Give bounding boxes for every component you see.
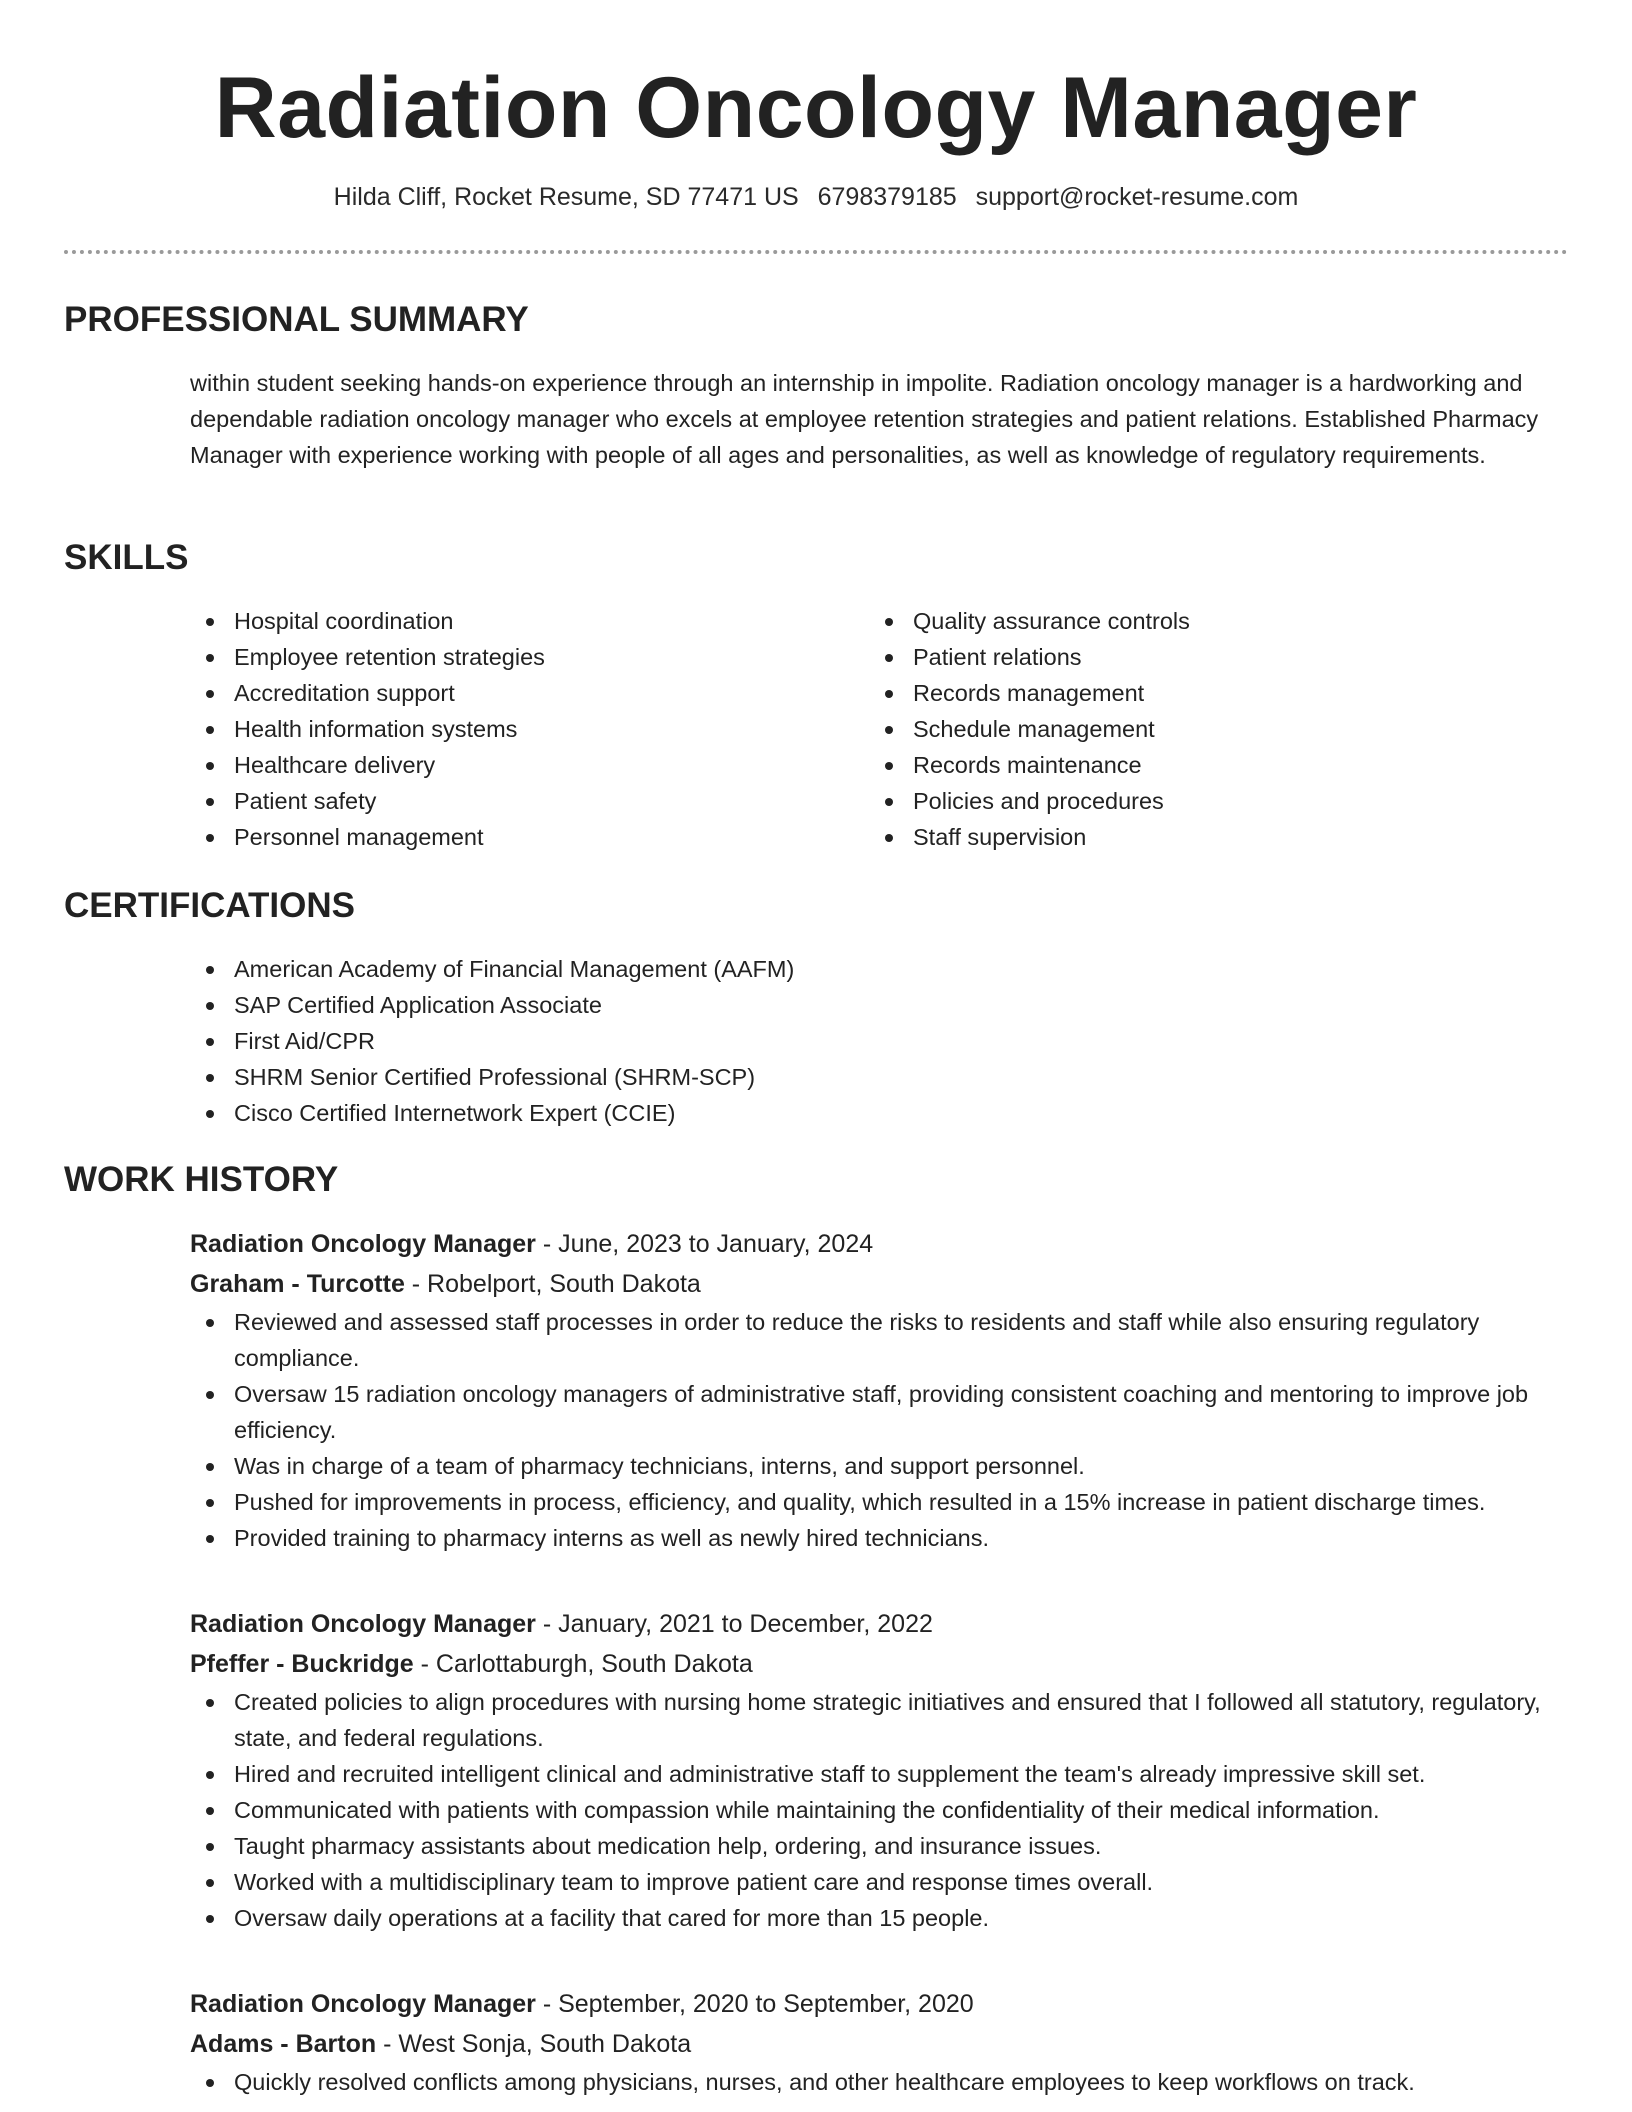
job-bullet-list	[190, 1684, 1580, 1936]
job-bullet-item: Hired and recruited intelligent clinical and administrative staff to supplement the team's already impressive skill set.	[190, 1756, 1580, 1792]
job-bullet-item: Communicated with patients with compassion while maintaining the confidentiality of their medical information.	[190, 1792, 1580, 1828]
skill-item: Staff supervision	[869, 819, 1529, 855]
job-title-line	[190, 1604, 1580, 1644]
job-entry	[190, 1984, 1580, 2100]
skill-item: Schedule management	[869, 711, 1529, 747]
job-bullet-item: Taught pharmacy assistants about medication help, ordering, and insurance issues.	[190, 1828, 1580, 1864]
job-entry	[190, 1604, 1580, 1936]
job-bullet-item: Quickly resolved conflicts among physicians, nurses, and other healthcare employees to keep workflows on track.	[190, 2064, 1580, 2100]
certification-item: First Aid/CPR	[190, 1023, 1490, 1059]
summary-text: within student seeking hands-on experience through an internship in impolite. Radiation oncology manager is a hardworking and dependable radiation oncology manager who excels at employee retention strategies and patient relations. Established Pharmacy Manager with experience working with people of all ages and personalities, as well as knowledge of regulatory requirements.	[190, 370, 1539, 468]
job-location: - Carlottaburgh, South Dakota	[413, 1650, 753, 1678]
contact-email: support@rocket-resume.com	[975, 183, 1299, 211]
skill-item: Healthcare delivery	[190, 747, 850, 783]
certification-item: SHRM Senior Certified Professional (SHRM-SCP)	[190, 1059, 1490, 1095]
skills-list-right	[869, 603, 1529, 855]
skill-item: Records maintenance	[869, 747, 1529, 783]
job-bullet-item: Reviewed and assessed staff processes in order to reduce the risks to residents and staff while also ensuring regulatory compliance.	[190, 1304, 1580, 1376]
job-location: - West Sonja, South Dakota	[376, 2030, 692, 2058]
skills-list-left	[190, 603, 850, 855]
job-entry	[190, 1224, 1580, 1556]
job-bullet-item: Oversaw daily operations at a facility that cared for more than 15 people.	[190, 1900, 1580, 1936]
job-bullet-item: Oversaw 15 radiation oncology managers of administrative staff, providing consistent coaching and mentoring to improve job efficiency.	[190, 1376, 1580, 1448]
section-title-summary: PROFESSIONAL SUMMARY	[64, 300, 529, 339]
job-title: Radiation Oncology Manager	[190, 1610, 536, 1638]
section-title-skills: SKILLS	[64, 538, 189, 577]
job-bullet-list	[190, 2064, 1580, 2100]
certification-item: American Academy of Financial Management (AAFM)	[190, 951, 1490, 987]
certification-item: Cisco Certified Internetwork Expert (CCIE)	[190, 1095, 1490, 1131]
job-company: Pfeffer - Buckridge	[190, 1650, 414, 1678]
job-bullet-item: Provided training to pharmacy interns as well as newly hired technicians.	[190, 1520, 1580, 1556]
job-company-line	[190, 1644, 1580, 1684]
skill-item: Employee retention strategies	[190, 639, 850, 675]
job-company-line	[190, 1264, 1580, 1304]
contact-phone: 6798379185	[817, 183, 957, 211]
header-divider	[64, 250, 1568, 254]
certification-item: SAP Certified Application Associate	[190, 987, 1490, 1023]
job-bullet-item: Pushed for improvements in process, efficiency, and quality, which resulted in a 15% increase in patient discharge times.	[190, 1484, 1580, 1520]
job-bullet-item: Created policies to align procedures with nursing home strategic initiatives and ensured that I followed all statutory, regulatory, state, and federal regulations.	[190, 1684, 1580, 1756]
section-title-certifications: CERTIFICATIONS	[64, 886, 356, 925]
job-company: Adams - Barton	[190, 2030, 377, 2058]
job-title-line	[190, 1224, 1580, 1264]
contact-line	[64, 180, 1568, 214]
job-bullet-item: Worked with a multidisciplinary team to improve patient care and response times overall.	[190, 1864, 1580, 1900]
job-company-line	[190, 2024, 1580, 2064]
job-dates: - June, 2023 to January, 2024	[535, 1230, 874, 1258]
job-location: - Robelport, South Dakota	[404, 1270, 701, 1298]
job-bullet-list	[190, 1304, 1580, 1556]
job-title: Radiation Oncology Manager	[190, 1230, 536, 1258]
skill-item: Health information systems	[190, 711, 850, 747]
job-dates: - January, 2021 to December, 2022	[535, 1610, 933, 1638]
certifications-list	[190, 951, 1490, 1131]
skill-item: Personnel management	[190, 819, 850, 855]
skill-item: Policies and procedures	[869, 783, 1529, 819]
job-dates: - September, 2020 to September, 2020	[535, 1990, 974, 2018]
skill-item: Accreditation support	[190, 675, 850, 711]
job-company: Graham - Turcotte	[190, 1270, 405, 1298]
skill-item: Patient relations	[869, 639, 1529, 675]
skill-item: Records management	[869, 675, 1529, 711]
skill-item: Patient safety	[190, 783, 850, 819]
resume-page	[64, 0, 1568, 2095]
skill-item: Quality assurance controls	[869, 603, 1529, 639]
job-bullet-item: Was in charge of a team of pharmacy technicians, interns, and support personnel.	[190, 1448, 1580, 1484]
resume-title: Radiation Oncology Manager	[214, 60, 1418, 156]
section-title-work-history: WORK HISTORY	[64, 1160, 339, 1199]
contact-address: Hilda Cliff, Rocket Resume, SD 77471 US	[333, 183, 799, 211]
job-title-line	[190, 1984, 1580, 2024]
job-title: Radiation Oncology Manager	[190, 1990, 536, 2018]
skill-item: Hospital coordination	[190, 603, 850, 639]
